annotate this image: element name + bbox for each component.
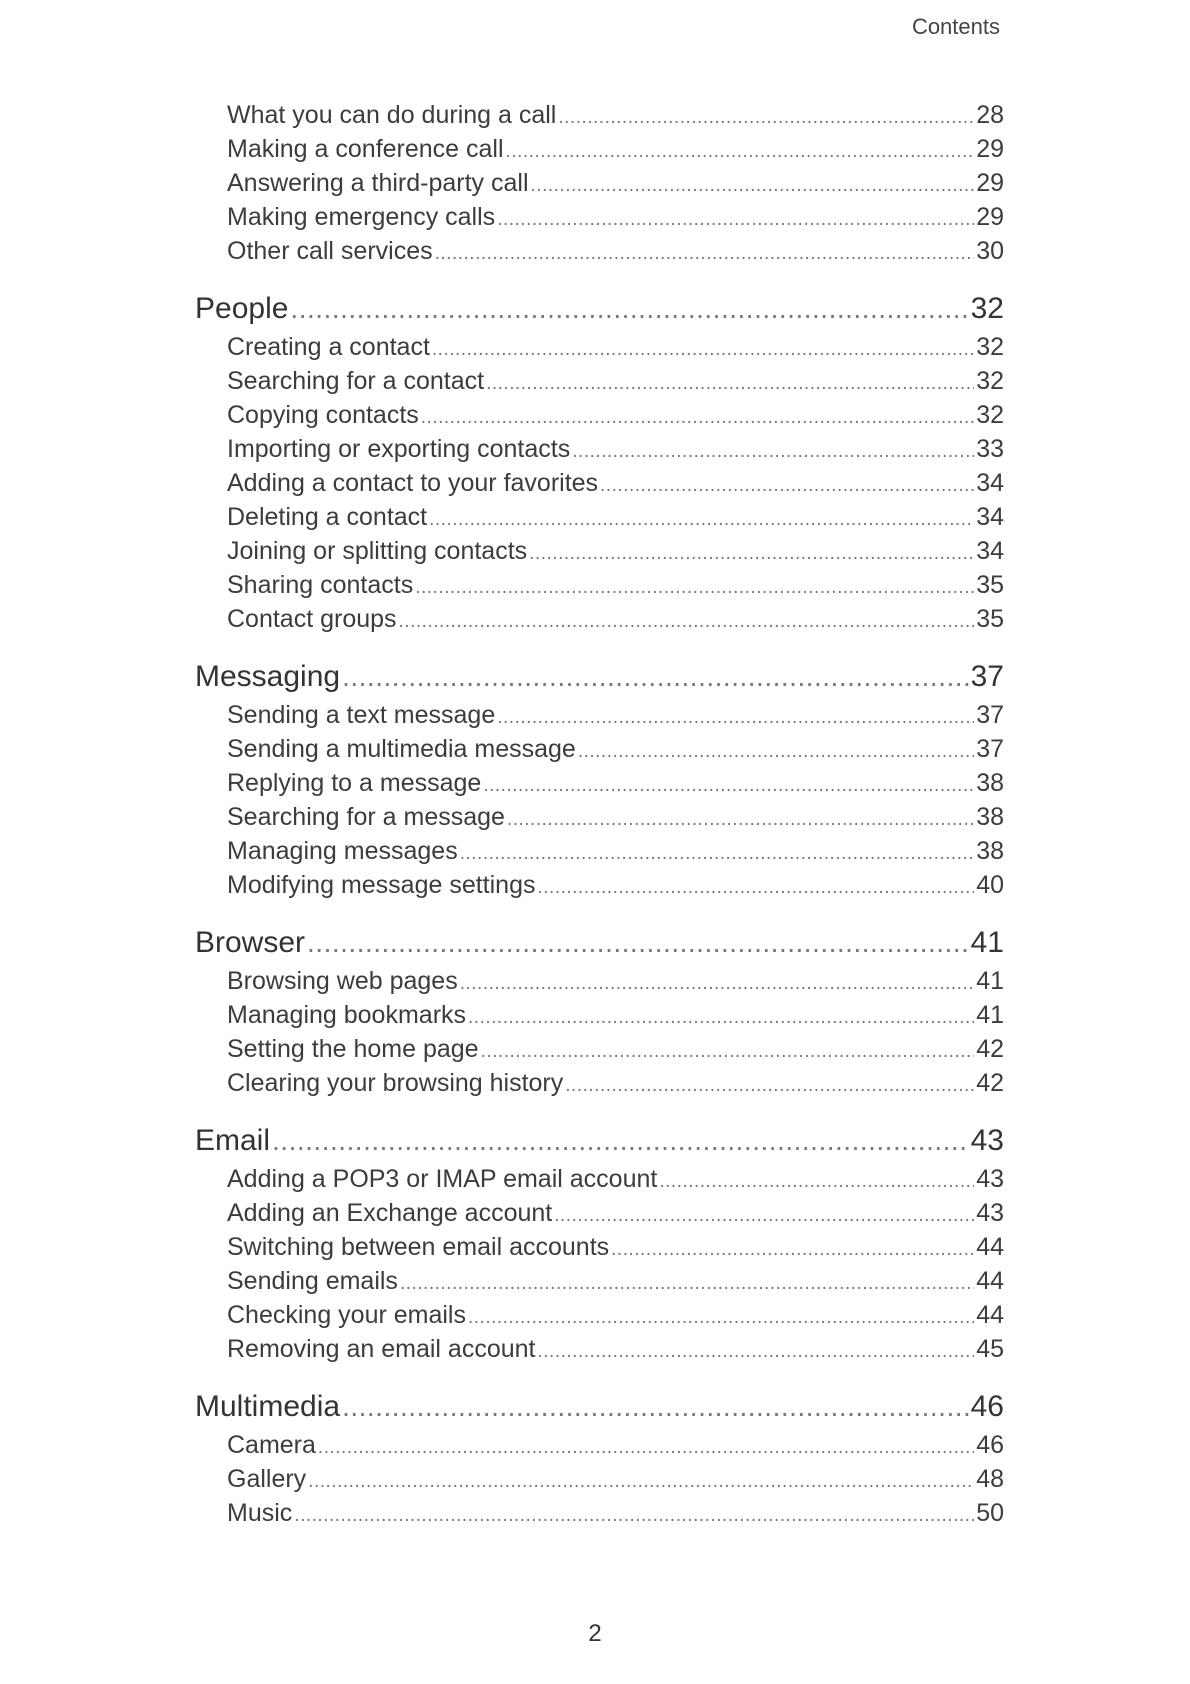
toc-entry-title: Copying contacts [227,401,419,429]
toc-entry-title: Multimedia [195,1390,341,1423]
toc-entry-page-number: 44 [976,1233,1004,1261]
toc-entry-page-number: 43 [970,1124,1004,1157]
toc-section-entry[interactable] [195,500,1004,534]
toc-entry-title: Email [195,1124,271,1157]
dot-leader [307,922,969,964]
toc-entry-page-number: 29 [976,203,1004,231]
toc-entry-page-number: 44 [976,1267,1004,1295]
dot-leader [572,435,974,469]
toc-entry-page-number: 42 [976,1069,1004,1097]
dot-leader [529,537,974,571]
toc-section-entry[interactable] [195,166,1004,200]
toc-entry-title: Removing an email account [227,1335,536,1363]
toc-entry-title: Setting the home page [227,1035,479,1063]
dot-leader [429,503,974,537]
toc-entry-title: People [195,292,289,325]
toc-section-entry[interactable] [195,1196,1004,1230]
dot-leader [468,1001,974,1035]
toc-entry-page-number: 37 [976,735,1004,763]
toc-entry-page-number: 43 [976,1199,1004,1227]
toc-entry-page-number: 32 [976,401,1004,429]
toc-chapter-entry[interactable] [195,922,1004,964]
toc-entry-page-number: 35 [976,571,1004,599]
toc-entry-title: Making a conference call [227,135,504,163]
dot-leader [435,237,975,271]
toc-entry-page-number: 48 [976,1465,1004,1493]
toc-entry-title: Sharing contacts [227,571,414,599]
dot-leader [432,333,974,367]
toc-entry-page-number: 43 [976,1165,1004,1193]
toc-section-entry[interactable] [195,98,1004,132]
toc-entry-title: Browsing web pages [227,967,458,995]
toc-entry-page-number: 28 [976,101,1004,129]
toc-entry-page-number: 34 [976,537,1004,565]
table-of-contents [195,98,1004,1530]
toc-section-entry[interactable] [195,432,1004,466]
toc-entry-page-number: 29 [976,135,1004,163]
toc-entry-title: Searching for a contact [227,367,485,395]
toc-entry-title: Music [227,1499,293,1527]
toc-entry-page-number: 44 [976,1301,1004,1329]
toc-entry-title: Deleting a contact [227,503,428,531]
dot-leader [421,401,974,435]
dot-leader [308,1465,974,1499]
toc-entry-page-number: 38 [976,803,1004,831]
toc-entry-title: Contact groups [227,605,397,633]
dot-leader [531,169,975,203]
dot-leader [483,769,974,803]
toc-section-entry[interactable] [195,330,1004,364]
toc-section-entry[interactable] [195,364,1004,398]
toc-entry-page-number: 37 [976,701,1004,729]
toc-section-entry[interactable] [195,732,1004,766]
toc-entry-title: Making emergency calls [227,203,496,231]
page-number: 2 [588,1620,602,1647]
dot-leader [507,803,974,837]
toc-chapter-entry[interactable] [195,656,1004,698]
toc-entry-page-number: 42 [976,1035,1004,1063]
dot-leader [497,701,974,735]
toc-entry-page-number: 41 [970,926,1004,959]
dot-leader [554,1199,974,1233]
dot-leader [537,871,974,905]
toc-section-entry[interactable] [195,868,1004,902]
toc-section-entry[interactable] [195,998,1004,1032]
toc-entry-title: Managing bookmarks [227,1001,467,1029]
dot-leader [460,967,974,1001]
toc-entry-title: Joining or splitting contacts [227,537,528,565]
toc-chapter-entry[interactable] [195,1386,1004,1428]
toc-entry-page-number: 32 [970,292,1004,325]
toc-entry-page-number: 34 [976,469,1004,497]
dot-leader [272,1120,969,1162]
dot-leader [558,101,974,135]
toc-entry-page-number: 34 [976,503,1004,531]
dot-leader [506,135,975,169]
toc-entry-page-number: 29 [976,169,1004,197]
dot-leader [400,1267,974,1301]
toc-entry-page-number: 38 [976,837,1004,865]
toc-entry-title: Sending a multimedia message [227,735,576,763]
toc-entry-title: Adding a contact to your favorites [227,469,599,497]
dot-leader [659,1165,974,1199]
toc-entry-title: Managing messages [227,837,458,865]
toc-entry-title: Adding an Exchange account [227,1199,553,1227]
toc-chapter-entry[interactable] [195,1120,1004,1162]
toc-entry-title: Camera [227,1431,316,1459]
toc-entry-page-number: 37 [970,660,1004,693]
toc-entry-page-number: 35 [976,605,1004,633]
dot-leader [290,288,968,330]
toc-section-entry[interactable] [195,534,1004,568]
dot-leader [318,1431,974,1465]
toc-entry-title: Checking your emails [227,1301,466,1329]
dot-leader [565,1069,974,1103]
toc-section-entry[interactable] [195,834,1004,868]
toc-entry-page-number: 30 [976,237,1004,265]
toc-entry-page-number: 46 [970,1390,1004,1423]
toc-entry-title: Replying to a message [227,769,482,797]
toc-entry-title: Switching between email accounts [227,1233,610,1261]
toc-entry-title: Clearing your browsing history [227,1069,564,1097]
toc-section-entry[interactable] [195,698,1004,732]
toc-section-entry[interactable] [195,800,1004,834]
toc-entry-title: Creating a contact [227,333,430,361]
dot-leader [481,1035,975,1069]
dot-leader [578,735,974,769]
toc-section-entry[interactable] [195,766,1004,800]
dot-leader [415,571,974,605]
toc-entry-page-number: 50 [976,1499,1004,1527]
toc-entry-page-number: 32 [976,333,1004,361]
toc-entry-title: Searching for a message [227,803,505,831]
toc-entry-page-number: 45 [976,1335,1004,1363]
toc-section-entry[interactable] [195,1264,1004,1298]
toc-section-entry[interactable] [195,1162,1004,1196]
dot-leader [611,1233,974,1267]
toc-section-entry[interactable] [195,1298,1004,1332]
toc-entry-title: Browser [195,926,306,959]
toc-entry-page-number: 32 [976,367,1004,395]
toc-section-entry[interactable] [195,602,1004,636]
toc-entry-title: Messaging [195,660,341,693]
dot-leader [399,605,975,639]
toc-section-entry[interactable] [195,1230,1004,1264]
toc-section-entry[interactable] [195,1332,1004,1366]
toc-entry-title: Gallery [227,1465,307,1493]
toc-section-entry[interactable] [195,132,1004,166]
toc-entry-title: Sending emails [227,1267,398,1295]
toc-section-entry[interactable] [195,568,1004,602]
toc-entry-title: What you can do during a call [227,101,557,129]
toc-entry-page-number: 40 [976,871,1004,899]
toc-section-entry[interactable] [195,964,1004,998]
dot-leader [497,203,974,237]
dot-leader [468,1301,974,1335]
toc-entry-title: Sending a text message [227,701,496,729]
toc-section-entry[interactable] [195,1428,1004,1462]
toc-entry-page-number: 46 [976,1431,1004,1459]
toc-entry-page-number: 33 [976,435,1004,463]
dot-leader [486,367,974,401]
toc-section-entry[interactable] [195,398,1004,432]
toc-section-entry[interactable] [195,466,1004,500]
toc-section-entry[interactable] [195,200,1004,234]
toc-section-entry[interactable] [195,1462,1004,1496]
toc-entry-page-number: 38 [976,769,1004,797]
toc-entry-title: Other call services [227,237,433,265]
dot-leader [342,1386,969,1428]
toc-entry-title: Modifying message settings [227,871,536,899]
toc-section-entry[interactable] [195,1496,1004,1530]
toc-entry-page-number: 41 [976,1001,1004,1029]
dot-leader [600,469,974,503]
toc-entry-title: Answering a third-party call [227,169,529,197]
dot-leader [538,1335,975,1369]
toc-section-entry[interactable] [195,1066,1004,1100]
toc-section-entry[interactable] [195,234,1004,268]
toc-entry-page-number: 41 [976,967,1004,995]
running-header: Contents [911,14,1000,39]
dot-leader [460,837,974,871]
toc-entry-title: Importing or exporting contacts [227,435,571,463]
toc-section-entry[interactable] [195,1032,1004,1066]
dot-leader [294,1499,974,1533]
toc-entry-title: Adding a POP3 or IMAP email account [227,1165,658,1193]
toc-chapter-entry[interactable] [195,288,1004,330]
dot-leader [342,656,969,698]
